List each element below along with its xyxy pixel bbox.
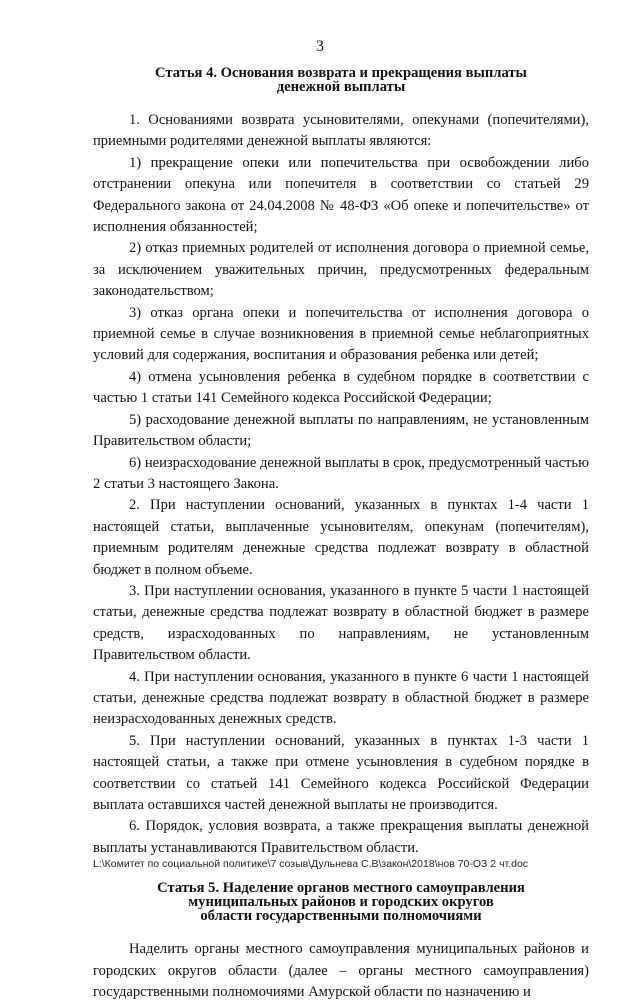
article-4-paragraph: 2. При наступлении оснований, указанных в пунктах 1-4 части 1 настоящей статьи, выплаченные усыновителям, опекунам (попечителям), приемным родителям денежные средства подлежат возврату в областной бюджет в полном объеме.: [93, 497, 589, 578]
article-4-paragraph: 6) неизрасходование денежной выплаты в срок, предусмотренный частью 2 статьи 3 настоящего Закона.: [93, 454, 589, 492]
file-path-footer: L:\Комитет по социальной политике\7 созыв\Дульнева С.В\закон\2018\нов 70-ОЗ 2 чт.doc: [93, 858, 529, 870]
article-4-heading: [93, 66, 589, 94]
article-4-paragraph: 1. Основаниями возврата усыновителями, опекунами (попечителями), приемными родителями денежной выплаты являются:: [93, 112, 589, 150]
article-4-paragraph: 2) отказ приемных родителей от исполнения договора о приемной семье, за исключением уважительных причин, предусмотренных федеральным законодательством;: [93, 240, 589, 300]
article-5-paragraph: Наделить органы местного самоуправления муниципальных районов и городских округов области (далее – органы местного самоуправления) государственными полномочиями Амурской области по назначению и: [93, 941, 589, 1001]
article-4-paragraph: 4) отмена усыновления ребенка в судебном порядке в соответствии с частью 1 статьи 141 Семейного кодекса Российской Федерации;: [93, 368, 589, 407]
article-5-title-line-2: муниципальных районов и городских округов: [188, 894, 494, 911]
article-4-paragraph: 1) прекращение опеки или попечительства при освобождении либо отстранении опекуна или попечителя в соответствии со статьей 29 Федерального закона от 24.04.2008 № 48-ФЗ «Об опеке и попечительстве» от исполнения обязанностей;: [93, 154, 589, 236]
article-5-title-line-3: области государственными полномочиями: [200, 908, 482, 925]
article-4-title-line-2: денежной выплаты: [276, 79, 406, 95]
article-4-paragraph: 5) расходование денежной выплаты по направлениям, не установленным Правительством области;: [93, 411, 589, 450]
page-number: 3: [316, 38, 324, 55]
article-5-heading: [93, 881, 589, 923]
article-4-title-line-1: Статья 4. Основания возврата и прекращения выплаты: [155, 65, 527, 81]
article-4-paragraph: 5. При наступлении оснований, указанных в пунктах 1-3 части 1 настоящей статьи, а также при отмене усыновления в судебном порядке в соответствии со статьей 141 Семейного кодекса Российской Федерации выплата оставшихся частей денежной выплаты не производится.: [93, 732, 589, 813]
article-5-title-line-1: Статья 5. Наделение органов местного самоуправления: [157, 880, 525, 897]
article-4-paragraph: 4. При наступлении основания, указанного в пункте 6 части 1 настоящей статьи, денежные средства подлежат возврату в областной бюджет в размере неизрасходованных денежных средств.: [93, 668, 589, 728]
article-4-paragraph: 3) отказ органа опеки и попечительства от исполнения договора о приемной семье в случае возникновения в приемной семье неблагоприятных условий для содержания, воспитания и образования ребенка или детей;: [93, 304, 589, 364]
article-4-paragraph: 6. Порядок, условия возврата, а также прекращения выплаты денежной выплаты устанавливаются Правительством области.: [93, 818, 589, 856]
article-4-paragraph: 3. При наступлении основания, указанного в пункте 5 части 1 настоящей статьи, денежные средства подлежат возврату в областной бюджет в размере средств, израсходованных по направлениям, не установленным Правительством области.: [93, 582, 589, 664]
